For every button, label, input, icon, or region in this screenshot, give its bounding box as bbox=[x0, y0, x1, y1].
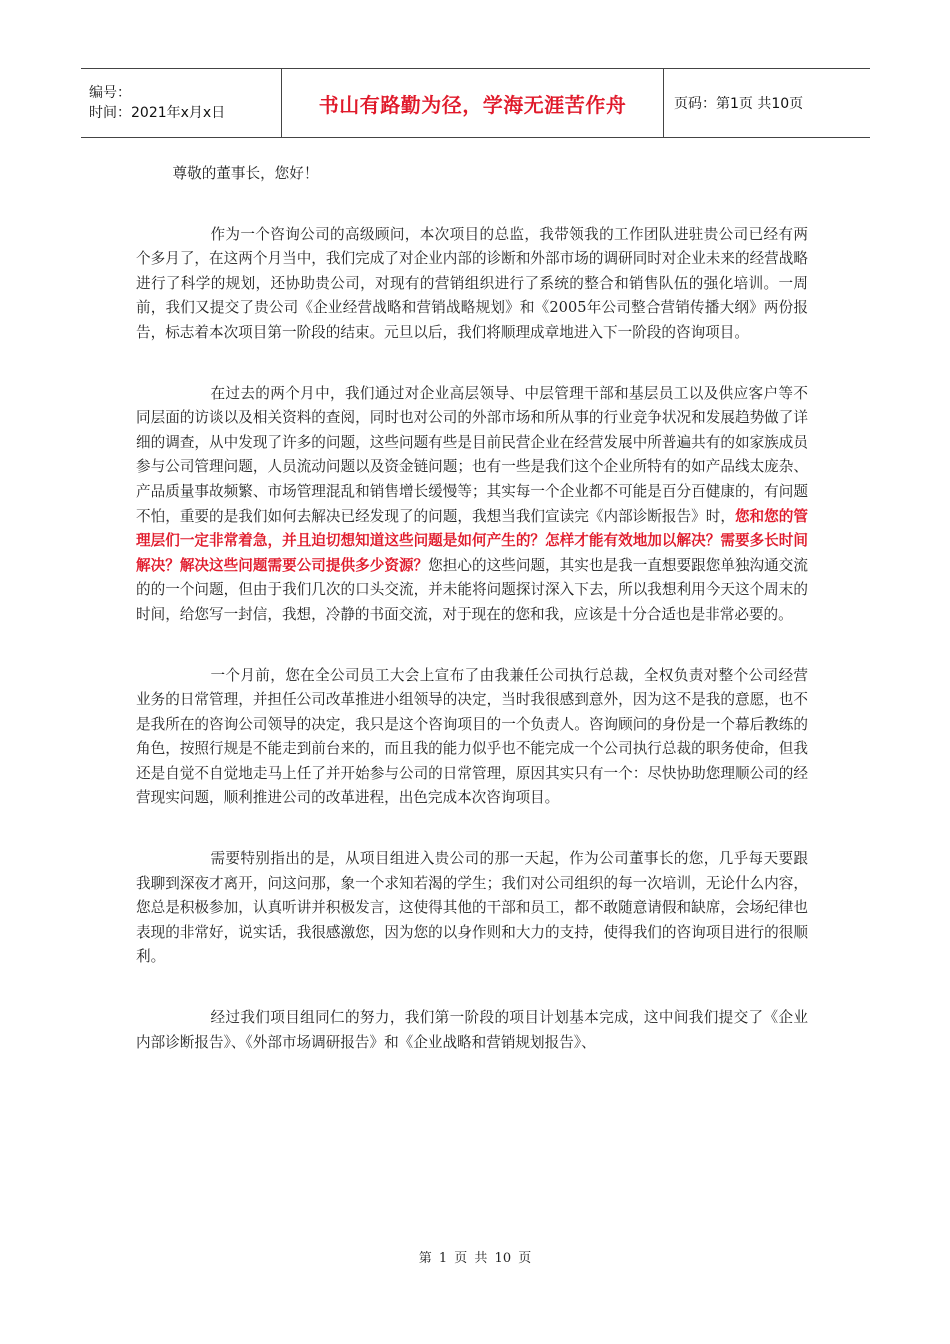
paragraph-2-start: 在过去的两个月中，我们通过对企业高层领导、中层管理干部和基层员工以及供应客户等不同层面的访谈以及相关资料的查阅，同时也对公司的外部市场和所从事的行业竞争状况和发展趋势做了详细的调查，从中发现了许多的问题，这些问题有些是目前民营企业在经营发展中所普遍共有的如家族成员参与公司管理问题，人员流动问题以及资金链问题；也有一些是我们这个企业所特有的如产品线太庞杂、产品质量事故频繁、市场管理混乱和销售增长缓慢等；其实每一个企业都不可能是百分百健康的，有问题不怕，重要的是我们如何去解决已经发现了的问题，我想当我们宣读完《内部诊断报告》时， bbox=[136, 384, 808, 525]
page-footer bbox=[0, 1247, 950, 1266]
header-motto-text: 书山有路勤为径，学海无涯苦作舟 bbox=[318, 92, 627, 117]
paragraph-2-end: 您担心的这些问题，其实也是我一直想要跟您单独沟通交流的的一个问题，但由于我们几次的口头交流，并未能将问题探讨深入下去，所以我想利用今天这个周末的时间，给您写一封信，我想，冷静的书面交流，对于现在的您和我，应该是十分合适也是非常必要的。 bbox=[136, 556, 808, 623]
header-motto bbox=[281, 69, 664, 137]
paragraph-2 bbox=[136, 382, 808, 628]
page-header bbox=[81, 68, 870, 138]
footer-page-number: 第 1 页 共 10 页 bbox=[418, 1251, 532, 1266]
letter-body bbox=[136, 162, 808, 1055]
paragraph-2-highlight: 您和您的管理层们一定非常着急，并且迫切想知道这些问题是如何产生的？怎样才能有效地加以解决？需要多长时间解决？解决这些问题需要公司提供多少资源？ bbox=[136, 507, 808, 574]
paragraph-1: 作为一个咨询公司的高级顾问，本次项目的总监，我带领我的工作团队进驻贵公司已经有两个多月了，在这两个月当中，我们完成了对企业内部的诊断和外部市场的调研同时对企业未来的经营战略进行了科学的规划，还协助贵公司，对现有的营销组织进行了系统的整合和销售队伍的强化培训。一周前，我们又提交了贵公司《企业经营战略和营销战略规划》和《2005年公司整合营销传播大纲》两份报告，标志着本次项目第一阶段的结束。元旦以后，我们将顺理成章地进入下一阶段的咨询项目。 bbox=[136, 225, 808, 341]
paragraph-3: 一个月前，您在全公司员工大会上宣布了由我兼任公司执行总裁，全权负责对整个公司经营业务的日常管理，并担任公司改革推进小组领导的决定，当时我很感到意外，因为这不是我的意愿，也不是我所在的咨询公司领导的决定，我只是这个咨询项目的一个负责人。咨询顾问的身份是一个幕后教练的角色，按照行规是不能走到前台来的，而且我的能力似乎也不能完成一个公司执行总裁的职务使命，但我还是自觉不自觉地走马上任了并开始参与公司的日常管理，原因其实只有一个：尽快协助您理顺公司的经营现实问题，顺利推进公司的改革进程，出色完成本次咨询项目。 bbox=[136, 666, 808, 807]
header-page-label: 页码：第1页 共10页 bbox=[674, 96, 804, 112]
header-page-info bbox=[664, 69, 870, 137]
letter-salutation: 尊敬的董事长，您好！ bbox=[172, 165, 319, 182]
header-date: 时间：2021年x月x日 bbox=[89, 105, 226, 121]
paragraph-5: 经过我们项目组同仁的努力，我们第一阶段的项目计划基本完成，这中间我们提交了《企业内部诊断报告》、《外部市场调研报告》和《企业战略和营销规划报告》、 bbox=[136, 1009, 808, 1051]
header-meta bbox=[81, 69, 281, 137]
header-code: 编号： bbox=[89, 85, 131, 101]
paragraph-4: 需要特别指出的是，从项目组进入贵公司的那一天起，作为公司董事长的您，几乎每天要跟我聊到深夜才离开，问这问那，象一个求知若渴的学生；我们对公司组织的每一次培训，无论什么内容，您总是积极参加，认真听讲并积极发言，这使得其他的干部和员工，都不敢随意请假和缺席，会场纪律也表现的非常好，说实话，我很感激您，因为您的以身作则和大力的支持，使得我们的咨询项目进行的很顺利。 bbox=[136, 850, 808, 966]
